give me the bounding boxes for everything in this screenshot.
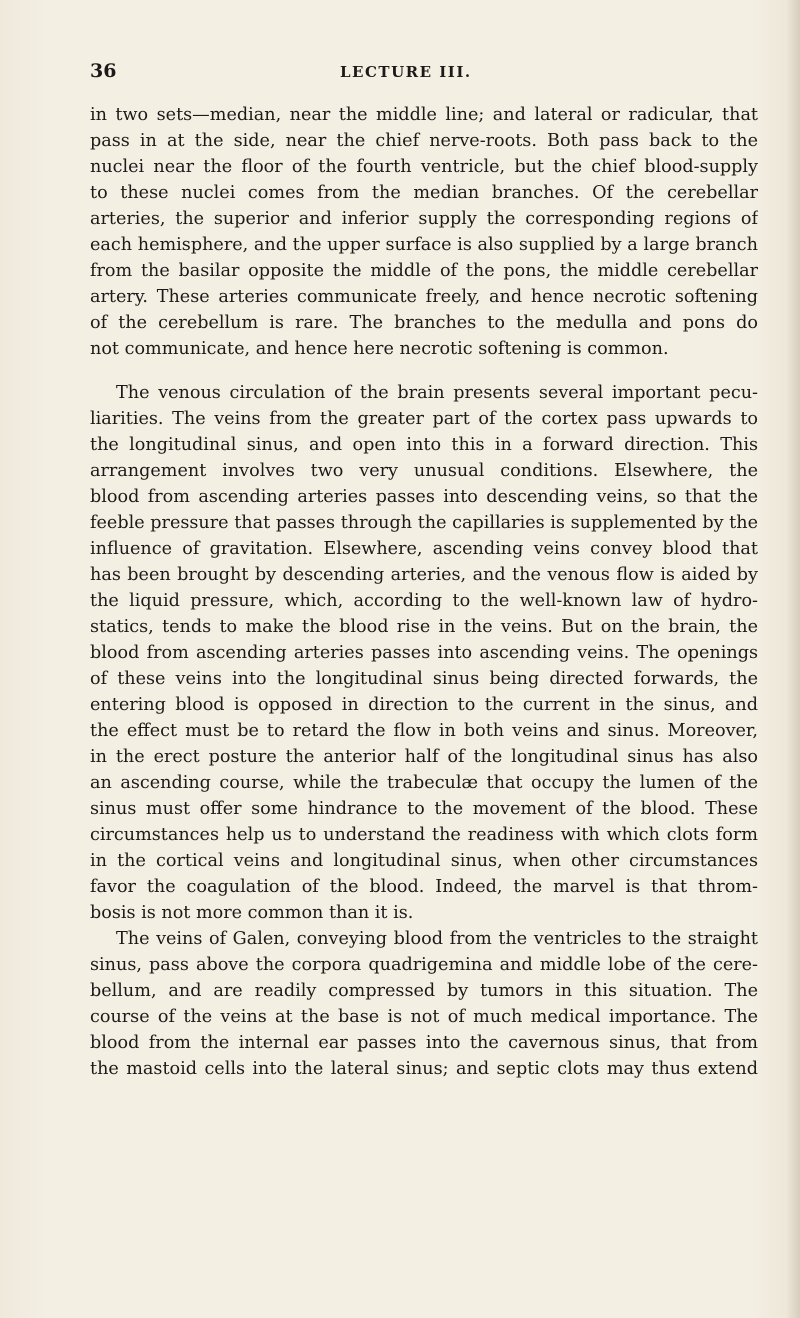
text-line: blood from the internal ear passes into the cavernous sinus, that from (90, 1033, 758, 1053)
text-line: nuclei near the floor of the fourth ventricle, but the chief blood-supply (90, 157, 758, 177)
text-line: influence of gravitation. Elsewhere, ascending veins convey blood that (90, 539, 758, 559)
paragraph-2 (90, 380, 758, 926)
text-line: sinus must offer some hindrance to the movement of the blood. These (90, 799, 758, 819)
text-line: the mastoid cells into the lateral sinus; and septic clots may thus extend (90, 1059, 758, 1079)
page-edge-shadow (786, 0, 800, 1318)
text-line: the liquid pressure, which, according to the well-known law of hydro- (90, 591, 758, 611)
text-line: The venous circulation of the brain presents several important pecu- (116, 383, 758, 403)
text-line: arrangement involves two very unusual conditions. Elsewhere, the (90, 461, 758, 481)
text-line: artery. These arteries communicate freely, and hence necrotic softening (90, 287, 758, 307)
text-line: blood from ascending arteries passes into ascending veins. The openings (90, 643, 758, 663)
text-line: bellum, and are readily compressed by tumors in this situation. The (90, 981, 758, 1001)
text-line: arteries, the superior and inferior supply the corresponding regions of (90, 209, 758, 229)
text-line: to these nuclei comes from the median branches. Of the cerebellar (90, 183, 758, 203)
text-line: has been brought by descending arteries, and the venous flow is aided by (90, 565, 758, 585)
paragraph-1 (90, 102, 758, 362)
text-line: bosis is not more common than it is. (90, 903, 414, 923)
paragraph-gap (90, 362, 758, 380)
text-line: the longitudinal sinus, and open into this in a forward direction. This (90, 435, 758, 455)
text-line: feeble pressure that passes through the capillaries is supplemented by the (90, 513, 758, 533)
text-line: course of the veins at the base is not of much medical importance. The (90, 1007, 758, 1027)
text-line: sinus, pass above the corpora quadrigemina and middle lobe of the cere- (90, 955, 758, 975)
text-line: in two sets—median, near the middle line; and lateral or radicular, that (90, 105, 758, 125)
paragraph-3 (90, 926, 758, 1082)
text-line: in the erect posture the anterior half of the longitudinal sinus has also (90, 747, 758, 767)
text-line: The veins of Galen, conveying blood from the ventricles to the straight (116, 929, 758, 949)
text-line: the effect must be to retard the flow in both veins and sinus. Moreover, (90, 721, 758, 741)
text-line: circumstances help us to understand the readiness with which clots form (90, 825, 758, 845)
body-text (90, 102, 758, 1082)
text-line: liarities. The veins from the greater part of the cortex pass upwards to (90, 409, 758, 429)
text-line: statics, tends to make the blood rise in the veins. But on the brain, the (90, 617, 758, 637)
running-head: LECTURE III. (340, 63, 472, 81)
text-line: of these veins into the longitudinal sinus being directed forwards, the (90, 669, 758, 689)
text-line: favor the coagulation of the blood. Indeed, the marvel is that throm- (90, 877, 758, 897)
text-line: pass in at the side, near the chief nerve-roots. Both pass back to the (90, 131, 758, 151)
text-line: in the cortical veins and longitudinal sinus, when other circumstances (90, 851, 758, 871)
text-line: not communicate, and hence here necrotic softening is common. (90, 339, 669, 359)
page-number: 36 (90, 60, 117, 82)
text-line: from the basilar opposite the middle of the pons, the middle cerebellar (90, 261, 758, 281)
text-line: an ascending course, while the trabeculæ that occupy the lumen of the (90, 773, 758, 793)
page-header (90, 60, 758, 90)
text-line: each hemisphere, and the upper surface is also supplied by a large branch (90, 235, 758, 255)
text-line: of the cerebellum is rare. The branches to the medulla and pons do (90, 313, 758, 333)
text-line: blood from ascending arteries passes into descending veins, so that the (90, 487, 758, 507)
text-line: entering blood is opposed in direction to the current in the sinus, and (90, 695, 758, 715)
